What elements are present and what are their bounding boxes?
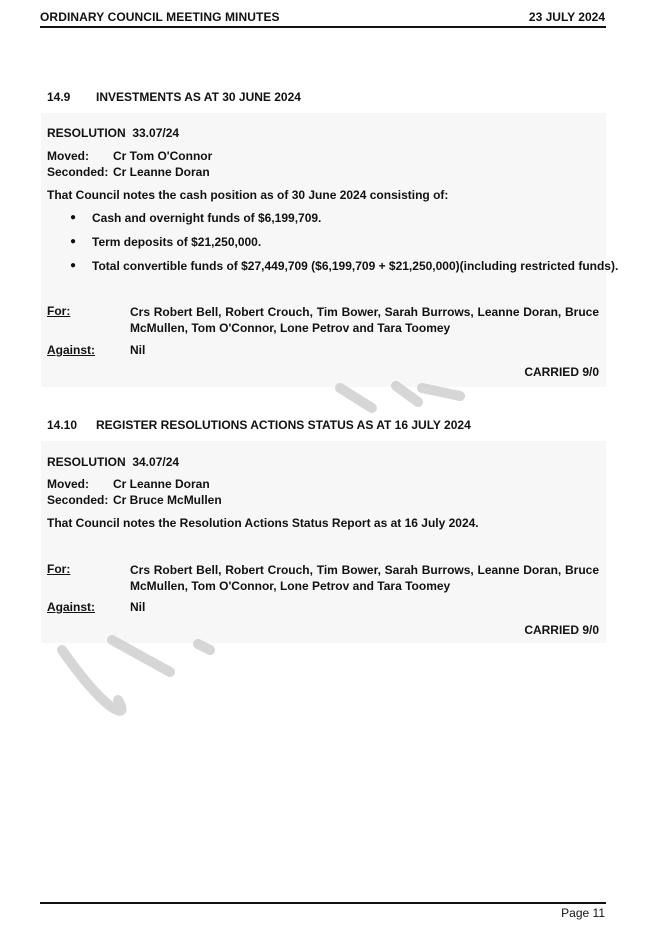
- vote-result: CARRIED 9/0: [524, 623, 599, 637]
- resolution-number: RESOLUTION 33.07/24: [47, 126, 180, 140]
- section-heading-14-9: [47, 90, 301, 104]
- bullet-item: Cash and overnight funds of $6,199,709.: [92, 211, 322, 225]
- against-voters: Nil: [130, 343, 146, 357]
- bullet-item: Total convertible funds of $27,449,709 ($6,199,709 + $21,250,000)(including restricted funds).: [92, 259, 619, 273]
- bullet-icon: ●: [70, 212, 77, 223]
- section-number: 14.10: [47, 418, 78, 432]
- resolution-panel-34: [41, 441, 606, 643]
- section-number: 14.9: [47, 90, 71, 104]
- against-voters: Nil: [130, 600, 146, 614]
- seconded-by: Cr Bruce McMullen: [113, 493, 222, 507]
- motion-text: That Council notes the Resolution Actions Status Report as at 16 July 2024.: [47, 516, 479, 530]
- against-label: Against:: [47, 600, 95, 614]
- bullet-icon: ●: [70, 236, 77, 247]
- for-voters: Crs Robert Bell, Robert Crouch, Tim Bower, Sarah Burrows, Leanne Doran, Bruce McMullen, Tom O'Connor, Lone Petrov and Tara Toomey: [130, 563, 599, 593]
- footer-divider: [40, 902, 606, 904]
- moved-label: Moved:: [47, 477, 89, 491]
- against-label: Against:: [47, 343, 95, 357]
- resolution-number: RESOLUTION 34.07/24: [47, 455, 180, 469]
- moved-by: Cr Tom O'Connor: [113, 149, 213, 163]
- for-voters: Crs Robert Bell, Robert Crouch, Tim Bower, Sarah Burrows, Leanne Doran, Bruce McMullen, Tom O'Connor, Lone Petrov and Tara Toomey: [130, 305, 599, 335]
- moved-label: Moved:: [47, 149, 89, 163]
- document-header-date: 23 JULY 2024: [528, 10, 605, 24]
- for-label: For:: [47, 304, 71, 318]
- moved-by: Cr Leanne Doran: [113, 477, 210, 491]
- seconded-label: Seconded:: [47, 493, 109, 507]
- header-divider: [40, 26, 606, 28]
- bullet-icon: ●: [70, 260, 77, 271]
- for-label: For:: [47, 562, 71, 576]
- seconded-by: Cr Leanne Doran: [113, 165, 210, 179]
- page-number: Page 11: [561, 906, 605, 920]
- document-header-title: ORDINARY COUNCIL MEETING MINUTES: [40, 10, 280, 24]
- vote-result: CARRIED 9/0: [524, 365, 599, 379]
- motion-text: That Council notes the cash position as of 30 June 2024 consisting of:: [47, 188, 449, 202]
- bullet-item: Term deposits of $21,250,000.: [92, 235, 262, 249]
- section-heading-14-10: [47, 418, 471, 432]
- seconded-label: Seconded:: [47, 165, 109, 179]
- section-title: REGISTER RESOLUTIONS ACTIONS STATUS AS AT 16 JULY 2024: [96, 418, 471, 432]
- section-title: INVESTMENTS AS AT 30 JUNE 2024: [96, 90, 301, 104]
